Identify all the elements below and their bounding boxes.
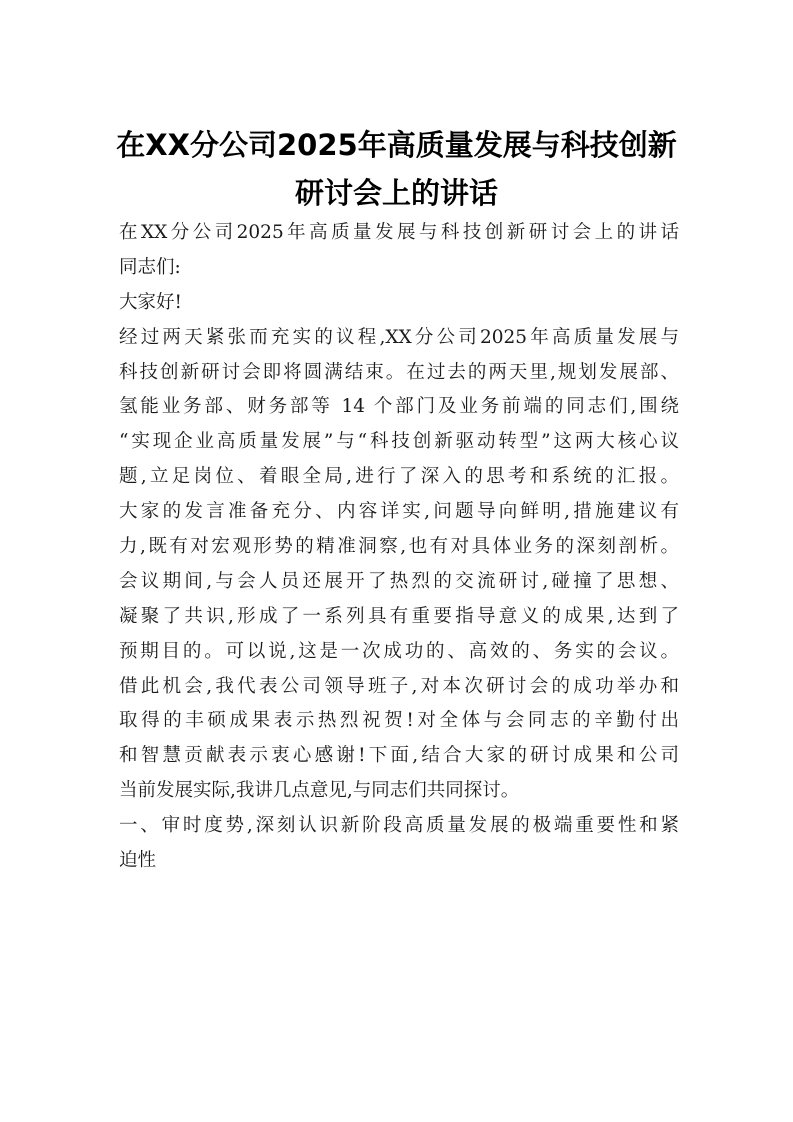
body-line: 经过两天紧张而充实的议程,XX分公司2025年高质量发展与 (119, 326, 679, 348)
document-title-line-1: 在XX分公司2025年高质量发展与科技创新 (116, 128, 677, 162)
body-line: 会议期间,与会人员还展开了热烈的交流研讨,碰撞了思想、 (119, 570, 679, 592)
body-line: 借此机会,我代表公司领导班子,对本次研讨会的成功举办和 (119, 675, 679, 697)
body-line: 同志们: (119, 256, 181, 278)
body-line: 和智慧贡献表示衷心感谢!下面,结合大家的研讨成果和公司 (119, 745, 679, 767)
document-body (119, 216, 679, 879)
body-line: 大家好! (119, 291, 182, 313)
body-line: 当前发展实际,我讲几点意见,与同志们共同探讨。 (119, 780, 520, 802)
body-line: 凝聚了共识,形成了一系列具有重要指导意义的成果,达到了 (119, 605, 679, 627)
body-line: 力,既有对宏观形势的精准洞察,也有对具体业务的深刻剖析。 (119, 536, 679, 558)
document-title-line-2: 研讨会上的讲话 (294, 176, 498, 210)
body-line: 科技创新研讨会即将圆满结束。在过去的两天里,规划发展部、 (119, 361, 679, 383)
body-line: 取得的丰硕成果表示热烈祝贺!对全体与会同志的辛勤付出 (119, 710, 679, 732)
body-line: 氢能业务部、财务部等 14 个部门及业务前端的同志们,围绕 (119, 396, 679, 418)
body-line: 在XX分公司2025年高质量发展与科技创新研讨会上的讲话 (119, 222, 679, 243)
body-line: 迫性 (119, 850, 157, 872)
body-line: 题,立足岗位、着眼全局,进行了深入的思考和系统的汇报。 (119, 466, 679, 488)
body-line: 大家的发言准备充分、内容详实,问题导向鲜明,措施建议有 (119, 501, 679, 523)
body-line: 预期目的。可以说,这是一次成功的、高效的、务实的会议。 (119, 640, 679, 662)
body-line: 一、审时度势,深刻认识新阶段高质量发展的极端重要性和紧 (119, 815, 679, 837)
body-line: “实现企业高质量发展”与“科技创新驱动转型”这两大核心议 (119, 431, 679, 453)
